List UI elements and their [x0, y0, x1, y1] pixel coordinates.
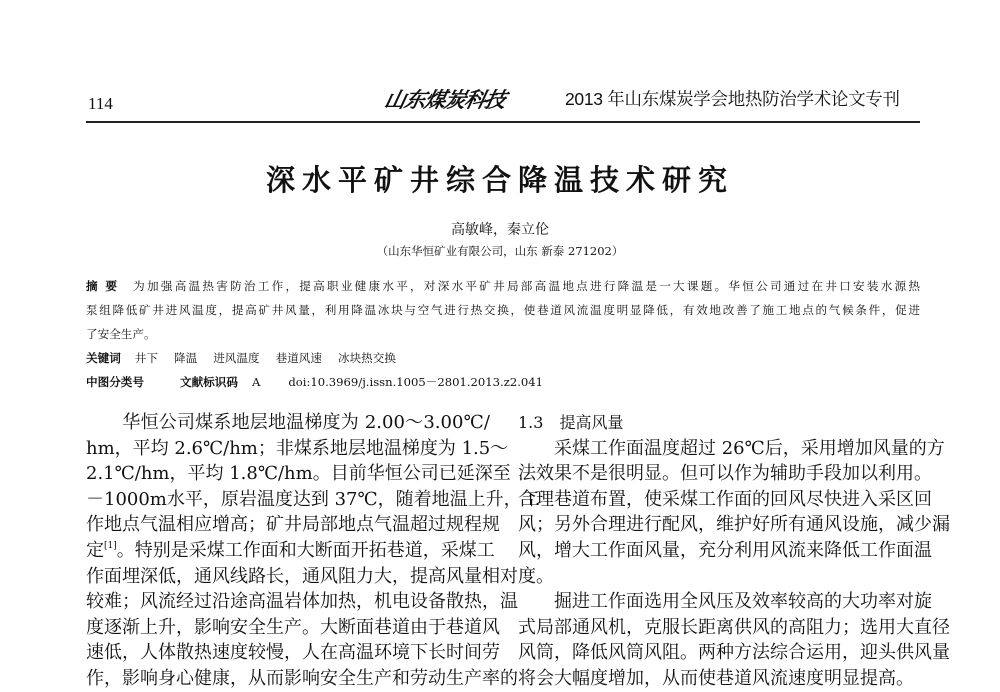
- body-line: 速低，人体散热速度较慢，人在高温环境下长时间劳: [86, 642, 500, 664]
- body-line: 作，影响身心健康，从而影响安全生产和劳动生产率的: [86, 667, 518, 689]
- article-affiliation: （山东华恒矿业有限公司，山东 新泰 271202）: [376, 244, 624, 258]
- body-line: 法效果不是很明显。但可以作为辅助手段加以利用。: [518, 463, 932, 485]
- body-line: 华恒公司煤系地层地温梯度为 2.00～3.00℃/: [86, 412, 490, 433]
- abstract-line: 了安全生产。: [86, 327, 156, 341]
- body-line: 度逐渐上升，影响安全生产。大断面巷道由于巷道风: [86, 616, 500, 638]
- article-authors: 高敏峰，秦立伦: [451, 222, 549, 238]
- body-line: 掘进工作面选用全风压及效率较高的大功率对旋: [518, 591, 932, 613]
- body-line: 度。: [518, 565, 554, 587]
- body-line: 风；另外合理进行配风，维护好所有通风设施，减少漏: [518, 514, 950, 536]
- body-line: 风，增大工作面风量，充分利用风流来降低工作面温: [518, 539, 932, 561]
- abstract-label: 摘 要: [86, 280, 120, 293]
- journal-logo: 山东煤炭科技: [382, 87, 508, 112]
- body-left-column: [86, 410, 540, 692]
- keyword: 进风温度: [213, 351, 260, 365]
- classification-label: 中图分类号: [86, 376, 144, 389]
- classification: [86, 370, 920, 394]
- abstract-line: 泵组降低矿井进风温度，提高矿井风量，利用降温冰块与空气进行热交换，使巷道风流温度明显降低，有效地改善了施工地点的气候条件，促进: [86, 303, 920, 317]
- body-line: 采煤工作面温度超过 26℃后，采用增加风量的方: [518, 437, 945, 459]
- article-title: 深水平矿井综合降温技术研究: [265, 163, 734, 197]
- keyword: 降温: [174, 351, 198, 365]
- page-number: 114: [88, 94, 113, 113]
- journal-issue: 2013 年山东煤炭学会地热防治学术论文专刊: [565, 89, 900, 109]
- abstract: [86, 274, 920, 394]
- body-line: 较难；风流经过沿途高温岩体加热，机电设备散热，温: [86, 591, 518, 613]
- abstract-line: 为加强高温热害防治工作，提高职业健康水平，对深水平矿井局部高温地点进行降温是一大课题。华恒公司通过在井口安装水源热: [133, 279, 920, 293]
- keyword: 井下: [134, 351, 158, 365]
- body-text: 。特别是采煤工作面和大断面开拓巷道，采煤工: [116, 539, 495, 561]
- body-line: 作面埋深低，通风线路长，通风阻力大，提高风量相对: [86, 565, 518, 587]
- doi: doi:10.3969/j.issn.1005－2801.2013.z2.041: [288, 375, 544, 389]
- section-heading: 1.3 提高风量: [518, 413, 624, 432]
- doc-code-label: 文献标识码: [179, 376, 238, 389]
- body-right-column: [518, 410, 950, 692]
- body-line: 将会大幅度增加，从而使巷道风流速度明显提高。: [518, 667, 914, 689]
- citation: [1]: [104, 540, 117, 551]
- body-line: 作地点气温相应增高；矿井局部地点气温超过规程规: [86, 514, 500, 536]
- body-text: 定: [86, 539, 104, 561]
- body-line: 2.1℃/hm，平均 1.8℃/hm。目前华恒公司已延深至: [86, 463, 511, 485]
- body-line: hm，平均 2.6℃/hm；非煤系地层地温梯度为 1.5～: [86, 437, 509, 459]
- keyword: 冰块热交换: [337, 351, 396, 365]
- keywords: [86, 346, 920, 370]
- keywords-label: 关键词: [86, 352, 121, 365]
- doc-code: A: [251, 375, 261, 389]
- body-line: －1000m水平，原岩温度达到 37℃，随着地温上升，工: [86, 488, 540, 510]
- body-line: 合理巷道布置，使采煤工作面的回风尽快进入采区回: [518, 488, 932, 510]
- body-line: 式局部通风机，克服长距离供风的高阻力；选用大直径: [518, 616, 950, 638]
- header-rule: [86, 121, 920, 123]
- body-line: 风筒，降低风筒风阻。两种方法综合运用，迎头供风量: [518, 642, 950, 664]
- keyword: 巷道风速: [275, 351, 322, 365]
- body-line: [86, 538, 495, 564]
